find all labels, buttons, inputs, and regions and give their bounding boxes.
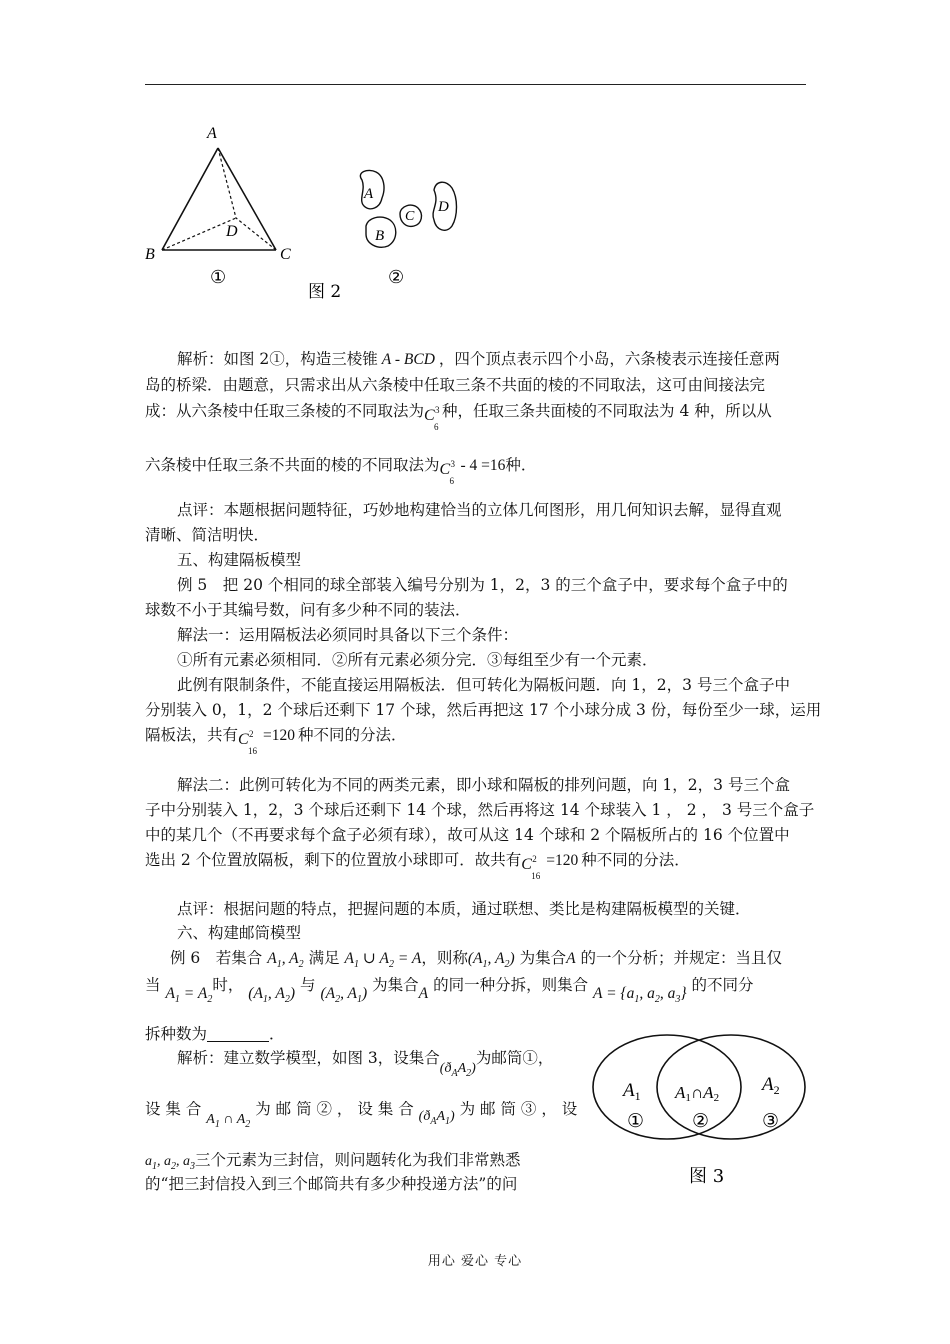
island-a-label: A: [364, 186, 374, 202]
analysis-1-line-1: 解析：如图 2①，构造三棱锥 A - BCD ，四个顶点表示四个小岛，六条棱表示连接任意两: [177, 350, 780, 368]
figure-3: [585, 1030, 815, 1204]
example-5-line-2: 球数不小于其编号数，问有多少种不同的装法．: [145, 601, 471, 619]
figure-2-sub1: ①: [210, 267, 227, 288]
comment-2-line-1: 点评：根据问题的特点，把握问题的本质，通过联想、类比是构建隔板模型的关键．: [177, 900, 751, 918]
combination-c63: C 3 6: [424, 405, 440, 432]
analysis-2-line-4: 的“把三封信投入到三个邮筒共有多少种投递方法”的问: [145, 1175, 518, 1193]
solution-2-line-4: 选出 2 个位置放隔板，剩下的位置放小球即可．故共有 C 2 16 =120 种不同的分法．: [145, 851, 690, 881]
example-6-line-1: 例 6 若集合 $A_1$, $A_2$ 满足 $A_1$ ∪ $A_2 = A$，则称($A_1$, $A_2$) 为集合A 的一个分析；并规定：当且仅: [170, 949, 783, 971]
example-5-line-1: 例 5 把 20 个相同的球全部装入编号分别为 1，2，3 的三个盒子中，要求每个盒子中的: [177, 576, 788, 594]
figure-2: [140, 118, 480, 312]
section-6-title: 六、构建邮筒模型: [177, 924, 302, 942]
island-b-label: B: [375, 228, 385, 244]
figure-3-caption: 图 3: [689, 1166, 725, 1187]
figure-2-caption: 图 2: [308, 282, 342, 302]
page-footer: 用心 爱心 专心: [427, 1254, 523, 1269]
pyramid-notation: A - BCD: [381, 351, 435, 368]
combination-c16-2: C 2 16: [521, 854, 541, 881]
tetrahedron-shape: [162, 148, 276, 250]
solution-2-line-2: 子中分别装入 1，2，3 个球后还剩下 14 个球，然后再将这 14 个球装入 1 ， 2 ， 3 号三个盒子: [145, 801, 815, 819]
vertex-a-label: A: [207, 125, 217, 142]
solution-1-line-5: 隔板法，共有 C 2 16 =120 种不同的分法．: [145, 726, 407, 756]
island-c-label: C: [405, 209, 415, 224]
analysis-2-line-1: 解析：建立数学模型，如图 3，设集合$(ð_AA_2)$为邮筒①，: [177, 1049, 554, 1079]
venn-mid-label: A1∩A2: [675, 1083, 720, 1104]
comment-1-line-2: 清晰、简洁明快．: [145, 526, 270, 544]
vertex-c-label: C: [280, 246, 291, 263]
solution-2-line-1: 解法二：此例可转化为不同的两类元素，即小球和隔板的排列问题，向 1，2，3 号三个盒: [177, 776, 790, 794]
analysis-1-line-2: 岛的桥梁．由题意，只需求出从六条棱中任取三条不共面的棱的不同取法，这可由间接法完: [145, 376, 766, 394]
solution-1-line-3: 此例有限制条件，不能直接运用隔板法．但可转化为隔板问题．向 1，2，3 号三个盒子中: [177, 676, 790, 694]
analysis-2-line-3: $a_1$, $a_2$, $a_3$三个元素为三封信，则问题转化为我们非常熟悉: [145, 1151, 521, 1172]
comment-1-line-1: 点评：本题根据问题特征，巧妙地构建恰当的立体几何图形，用几何知识去解，显得直观: [177, 501, 782, 519]
set-a1-ellipse: [593, 1035, 741, 1139]
figure-2-sub2: ②: [388, 267, 405, 288]
combination-c63: C 3 6: [439, 459, 456, 486]
analysis-2-line-2: 设 集 合 $A_1$ ∩ $A_2$ 为 邮 筒 ② ， 设 集 合 $(ð_AA_1)$ 为 邮 筒 ③ ， 设: [145, 1100, 578, 1130]
venn-diagram: [585, 1030, 815, 1200]
analysis-1-line-4: 六条棱中任取三条不共面的棱的不同取法为 C 3 6 - 4 =16种．: [145, 456, 537, 486]
solution-2-line-3: 中的某几个（不再要求每个盒子必须有球），故可从这 14 个球和 2 个隔板所占的 16 个位置中: [145, 826, 790, 844]
venn-n2: ②: [692, 1110, 710, 1132]
combination-c16-2: C 2 16: [238, 729, 258, 756]
example-6-line-3: 拆种数为 ．: [145, 1025, 285, 1043]
solution-1-line-1: 解法一：运用隔板法必须同时具备以下三个条件：: [177, 626, 519, 644]
example-6-line-2: 当 $A_1 = A_2$时， ($A_1$, $A_2$) 与 ($A_2$, $A_1$) 为集合A 的同一种分拆，则集合 $A = \{a_1$, $a_2$, $a_3$} 的不同分: [145, 976, 754, 1006]
solution-1-line-2: ①所有元素必须相同．②所有元素必须分完．③每组至少有一个元素．: [177, 651, 658, 669]
vertex-b-label: B: [145, 246, 155, 263]
figure-2-drawing: [140, 118, 480, 308]
venn-n1: ①: [627, 1110, 645, 1132]
header-rule: [145, 84, 806, 85]
venn-right-label: $A_2$: [762, 1074, 780, 1097]
answer-blank: [207, 1026, 269, 1042]
venn-n3: ③: [762, 1110, 780, 1132]
vertex-d-label: D: [226, 223, 238, 240]
section-5-title: 五、构建隔板模型: [177, 551, 302, 569]
analysis-1-line-3: 成：从六条棱中任取三条棱的不同取法为 C 3 6 种，任取三条共面棱的不同取法为 4 种，所以从: [145, 402, 772, 432]
venn-left-label: $A_1$: [623, 1080, 641, 1103]
island-d-label: D: [438, 199, 449, 215]
solution-1-line-4: 分别装入 0，1，2 个球后还剩下 17 个球，然后再把这 17 个小球分成 3 份，每份至少一球，运用: [145, 701, 822, 719]
